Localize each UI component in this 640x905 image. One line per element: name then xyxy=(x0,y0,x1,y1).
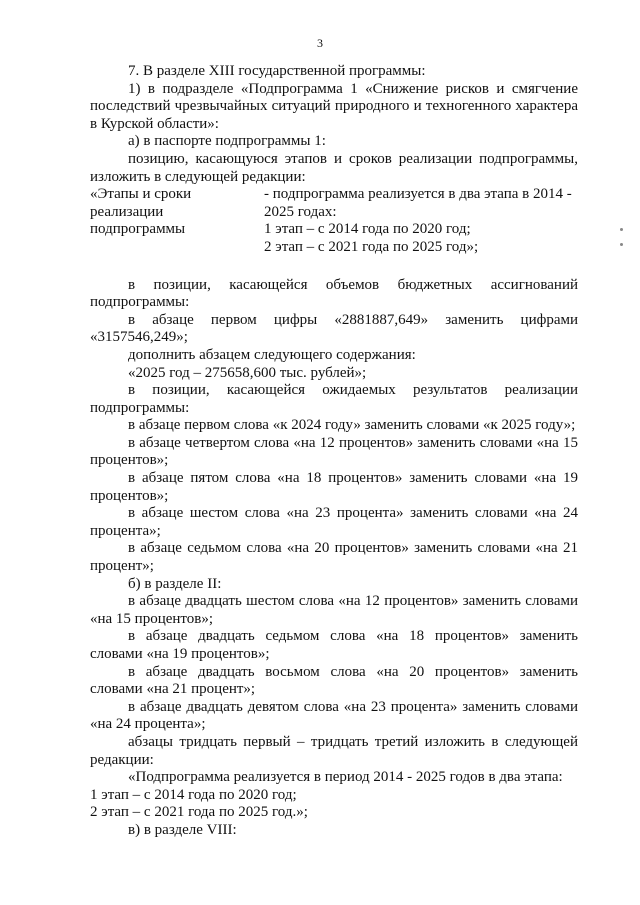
page-number: 3 xyxy=(317,36,323,50)
paragraph: б) в разделе II: xyxy=(128,575,222,592)
paragraph: в абзаце двадцать шестом слова «на 12 процентов» заменить словами «на 15 процентов»; xyxy=(90,593,578,627)
paragraph: в абзаце первом цифры «2881887,649» заменить цифрами «3157546,249»; xyxy=(90,311,578,346)
paragraph: в позиции, касающейся ожидаемых результатов реализации подпрограммы: xyxy=(90,382,578,416)
stages-block xyxy=(90,186,578,256)
paragraph: дополнить абзацем следующего содержания: xyxy=(128,346,416,363)
spacer xyxy=(90,257,578,277)
stages-label: «Этапы и сроки реализации подпрограммы xyxy=(90,186,192,238)
paragraph: в абзаце шестом слова «на 23 процента» заменить словами «на 24 процента»; xyxy=(90,505,578,539)
paragraph: а) в паспорте подпрограммы 1: xyxy=(128,133,326,150)
paragraph: в абзаце четвертом слова «на 12 процентов» заменить словами «на 15 процентов»; xyxy=(90,434,578,469)
paragraph: в абзаце первом слова «к 2024 году» заменить словами «к 2025 году»; xyxy=(128,417,576,434)
paragraph: 1) в подразделе «Подпрограмма 1 «Снижение рисков и смягчение последствий чрезвычайных ситуаций природного и техногенного характера в Курской области»: xyxy=(90,80,578,132)
paragraph: 7. В разделе XIII государственной программы: xyxy=(128,63,426,79)
paragraph: в абзаце седьмом слова «на 20 процентов» заменить словами «на 21 процент»; xyxy=(90,540,578,575)
paragraph: абзацы тридцать первый – тридцать третий изложить в следующей редакции: xyxy=(90,733,578,768)
paragraph: в) в разделе VIII: xyxy=(128,821,237,838)
scan-artifact xyxy=(620,243,623,246)
paragraph: «2025 год – 275658,600 тыс. рублей»; xyxy=(128,364,367,381)
paragraph: 2 этап – с 2021 года по 2025 год.»; xyxy=(90,804,308,821)
paragraph: в позиции, касающейся объемов бюджетных ассигнований подпрограммы: xyxy=(90,276,578,311)
paragraph: 1 этап – с 2014 года по 2020 год; xyxy=(90,786,297,803)
paragraph: в абзаце двадцать седьмом слова «на 18 процентов» заменить словами «на 19 процентов»; xyxy=(90,628,578,662)
document-body xyxy=(90,63,578,840)
paragraph: «Подпрограмма реализуется в период 2014 - 2025 годов в два этапа: xyxy=(128,769,563,786)
scan-artifact xyxy=(620,228,623,231)
paragraph: позицию, касающуюся этапов и сроков реализации подпрограммы, изложить в следующей редакции: xyxy=(90,150,578,185)
stages-value: - подпрограмма реализуется в два этапа в 2014 - 2025 годах: 1 этап – с 2014 года по 2020 год; 2 этап – с 2021 года по 2025 год»; xyxy=(264,186,572,255)
paragraph: в абзаце пятом слова «на 18 процентов» заменить словами «на 19 процентов»; xyxy=(90,470,578,504)
paragraph: в абзаце двадцать восьмом слова «на 20 процентов» заменить словами «на 21 процент»; xyxy=(90,663,578,698)
paragraph: в абзаце двадцать девятом слова «на 23 процента» заменить словами «на 24 процента»; xyxy=(90,698,578,733)
